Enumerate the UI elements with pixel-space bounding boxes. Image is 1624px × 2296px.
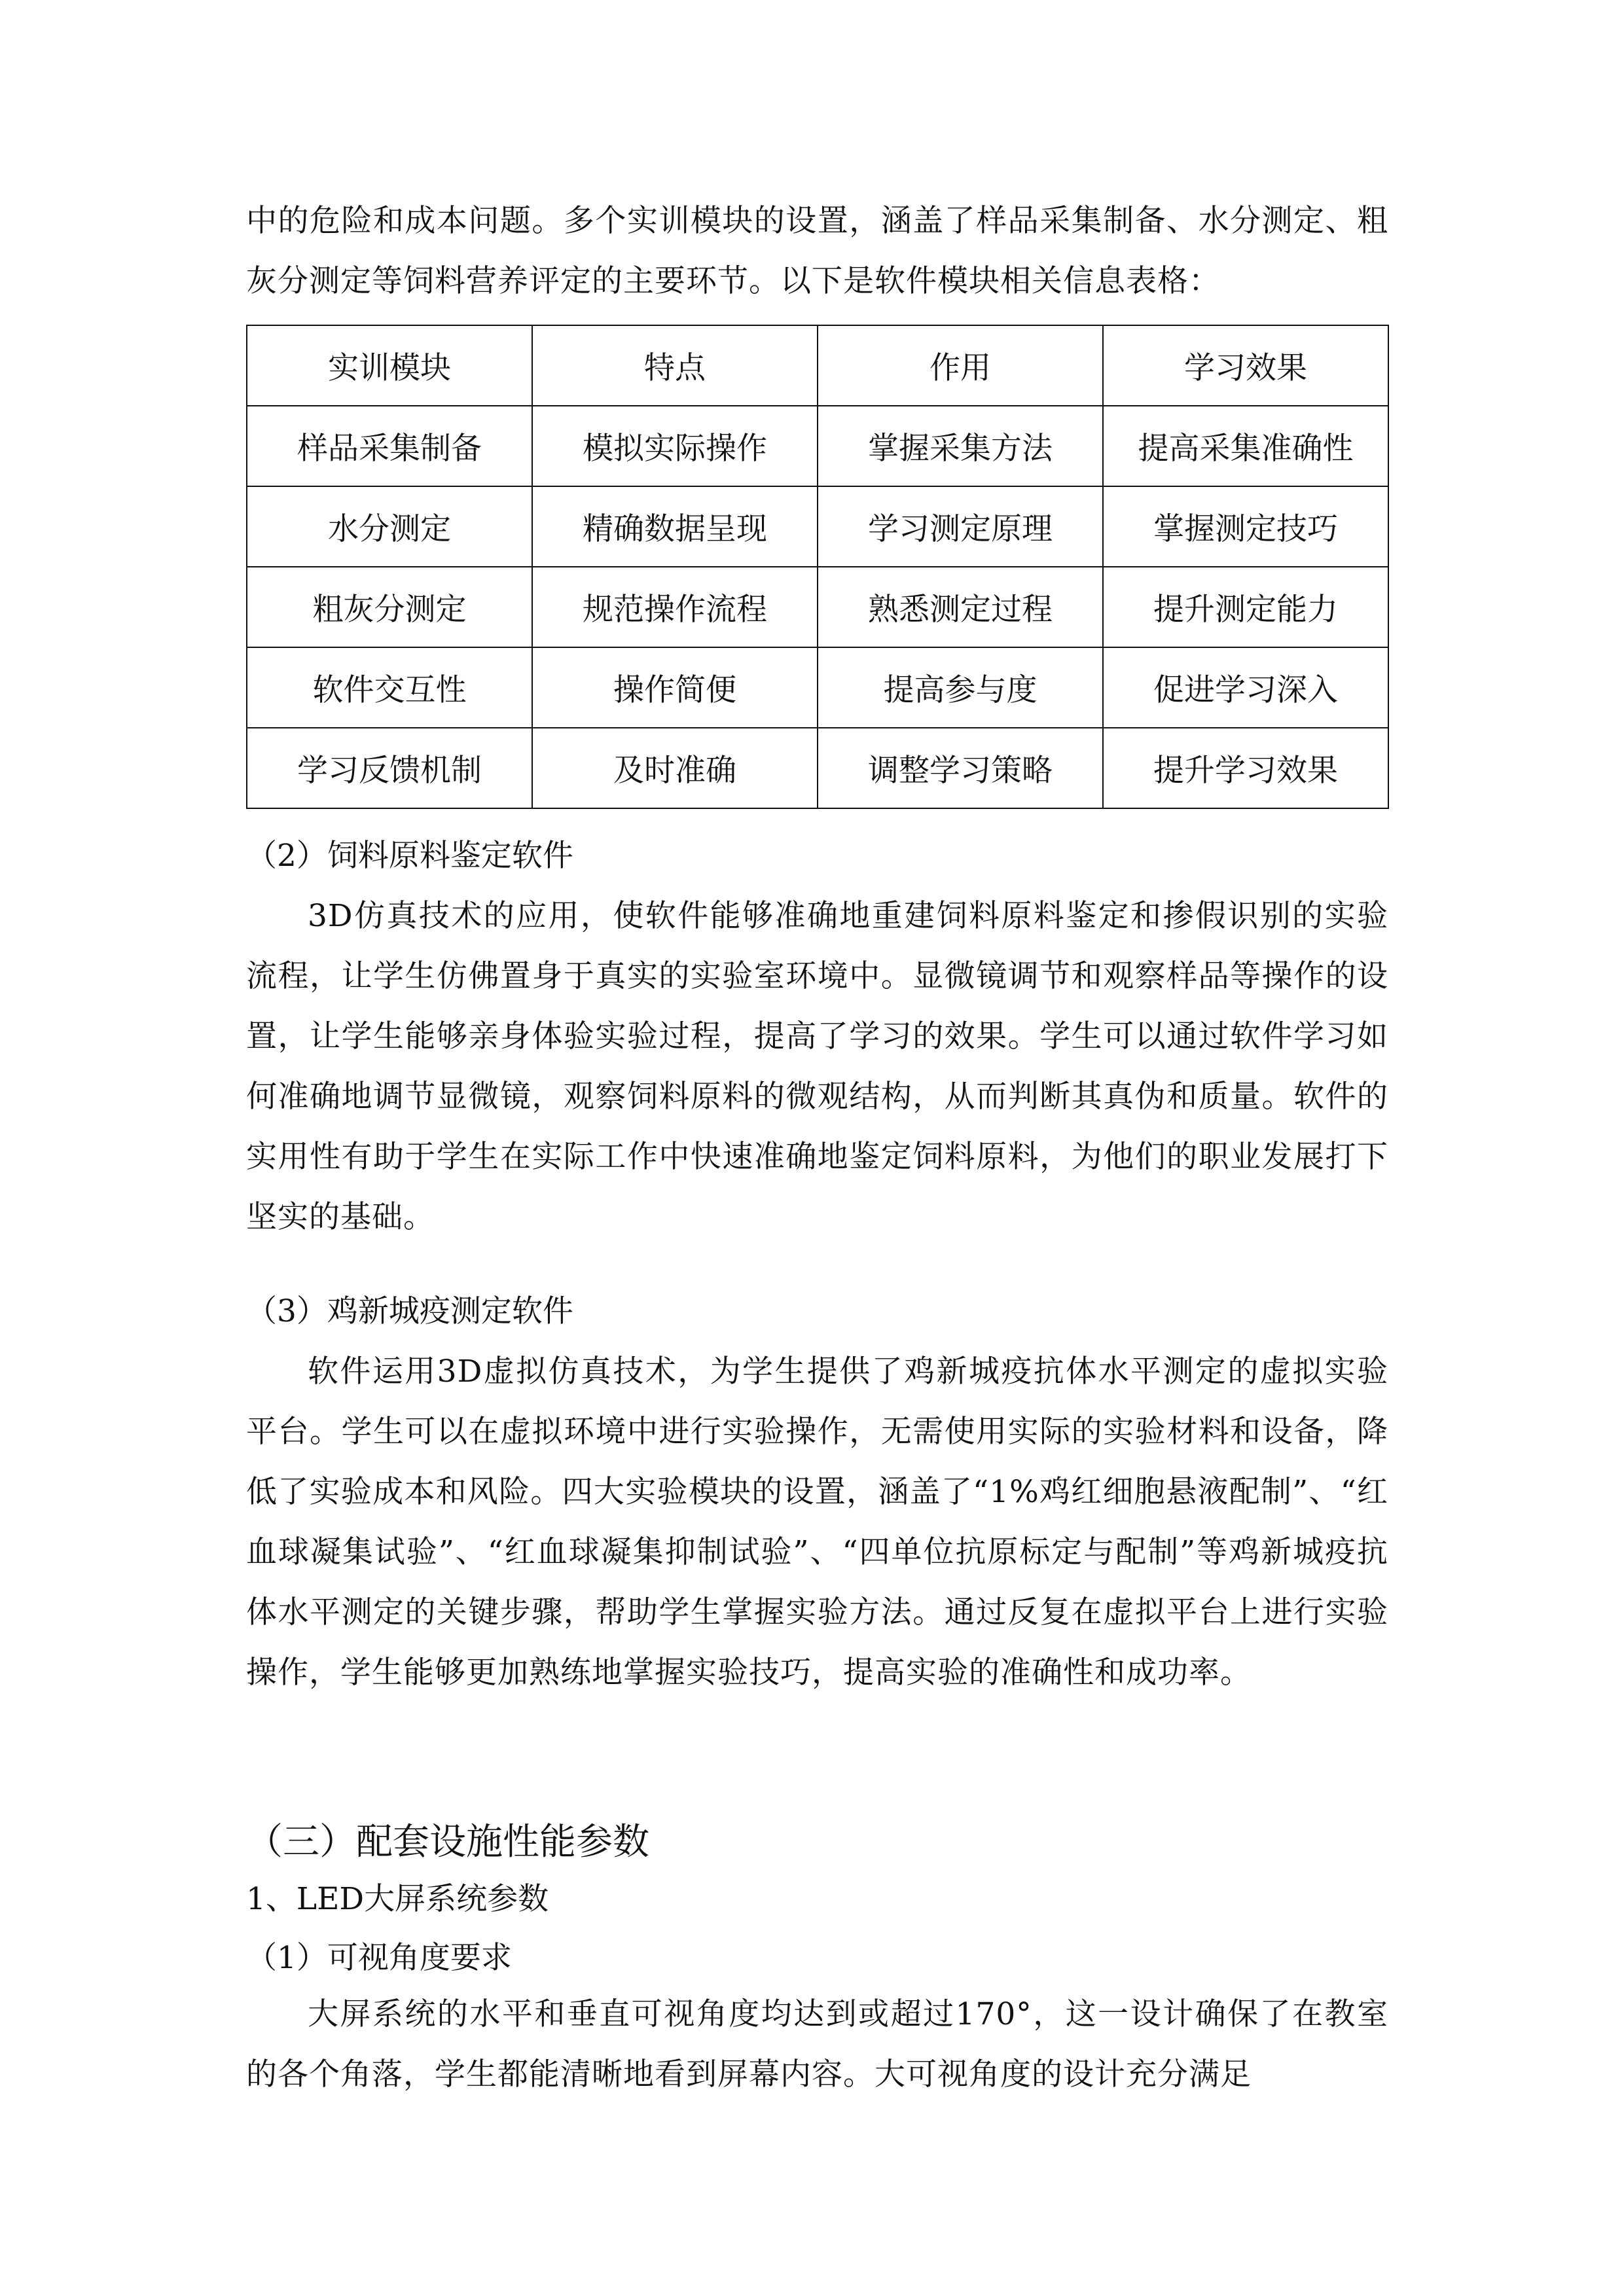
table-cell: 提升学习效果 xyxy=(1103,728,1388,808)
table-cell: 及时准确 xyxy=(532,728,818,808)
table-header-row xyxy=(247,325,1388,406)
section-heading-newcastle-test: （3）鸡新城疫测定软件 xyxy=(246,1293,573,1329)
table-cell: 水分测定 xyxy=(247,486,532,567)
table-cell: 提高参与度 xyxy=(818,647,1103,728)
table-header-cell: 学习效果 xyxy=(1103,325,1388,406)
table-cell: 学习测定原理 xyxy=(818,486,1103,567)
table-cell: 熟悉测定过程 xyxy=(818,567,1103,647)
viewing-angle-heading: （1）可视角度要求 xyxy=(246,1940,512,1976)
intro-paragraph: 中的危险和成本问题。多个实训模块的设置，涵盖了样品采集制备、水分测定、粗灰分测定等饲料营养评定的主要环节。以下是软件模块相关信息表格： xyxy=(246,203,1388,299)
software-modules-table xyxy=(246,325,1389,809)
table-cell: 粗灰分测定 xyxy=(247,567,532,647)
table-header-cell: 作用 xyxy=(818,325,1103,406)
table-cell: 规范操作流程 xyxy=(532,567,818,647)
table-cell: 调整学习策略 xyxy=(818,728,1103,808)
table-row xyxy=(247,406,1388,486)
table-cell: 掌握采集方法 xyxy=(818,406,1103,486)
table-row xyxy=(247,567,1388,647)
feed-identification-paragraph: 3D仿真技术的应用，使软件能够准确地重建饲料原料鉴定和掺假识别的实验流程，让学生仿佛置身于真实的实验室环境中。显微镜调节和观察样品等操作的设置，让学生能够亲身体验实验过程，提高了学习的效果。学生可以通过软件学习如何准确地调节显微镜，观察饲料原料的微观结构，从而判断其真伪和质量。软件的实用性有助于学生在实际工作中快速准确地鉴定饲料原料，为他们的职业发展打下坚实的基础。 xyxy=(246,898,1388,1235)
table-header-cell: 实训模块 xyxy=(247,325,532,406)
section-heading-facility-parameters: （三）配套设施性能参数 xyxy=(246,1821,649,1863)
table-row xyxy=(247,486,1388,567)
table-cell: 学习反馈机制 xyxy=(247,728,532,808)
newcastle-test-paragraph: 软件运用3D虚拟仿真技术，为学生提供了鸡新城疫抗体水平测定的虚拟实验平台。学生可以在虚拟环境中进行实验操作，无需使用实际的实验材料和设备，降低了实验成本和风险。四大实验模块的设置，涵盖了“1%鸡红细胞悬液配制”、“红血球凝集试验”、“红血球凝集抑制试验”、“四单位抗原标定与配制”等鸡新城疫抗体水平测定的关键步骤，帮助学生掌握实验方法。通过反复在虚拟平台上进行实验操作，学生能够更加熟练地掌握实验技巧，提高实验的准确性和成功率。 xyxy=(246,1354,1388,1691)
table-cell: 提升测定能力 xyxy=(1103,567,1388,647)
table-cell: 样品采集制备 xyxy=(247,406,532,486)
section-heading-feed-identification: （2）饲料原料鉴定软件 xyxy=(246,838,573,874)
table-cell: 软件交互性 xyxy=(247,647,532,728)
led-system-heading: 1、LED大屏系统参数 xyxy=(246,1881,549,1917)
table-cell: 操作简便 xyxy=(532,647,818,728)
table-cell: 精确数据呈现 xyxy=(532,486,818,567)
table-row xyxy=(247,647,1388,728)
table-header-cell: 特点 xyxy=(532,325,818,406)
table-cell: 掌握测定技巧 xyxy=(1103,486,1388,567)
table-cell: 促进学习深入 xyxy=(1103,647,1388,728)
table-row xyxy=(247,728,1388,808)
table-cell: 提高采集准确性 xyxy=(1103,406,1388,486)
table-cell: 模拟实际操作 xyxy=(532,406,818,486)
viewing-angle-paragraph: 大屏系统的水平和垂直可视角度均达到或超过170°，这一设计确保了在教室的各个角落，学生都能清晰地看到屏幕内容。大可视角度的设计充分满足 xyxy=(246,1996,1388,2092)
